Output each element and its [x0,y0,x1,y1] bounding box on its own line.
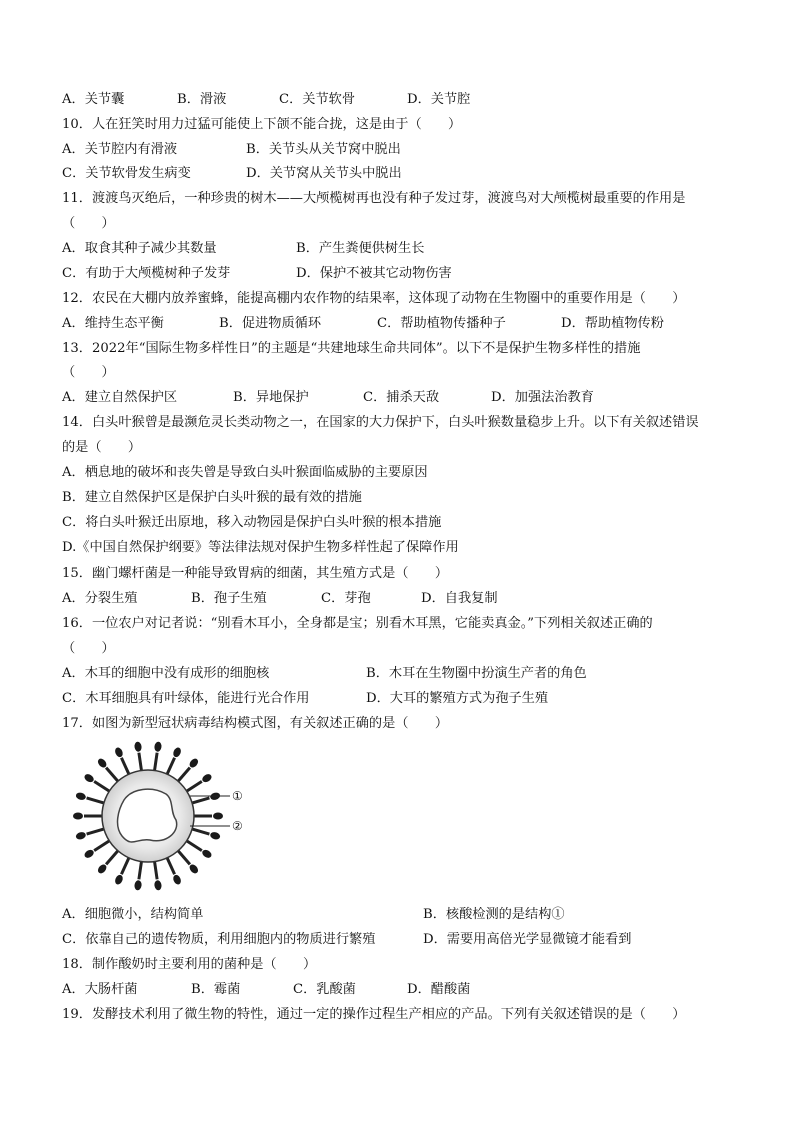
spike-protein-stem [94,781,111,792]
spike-protein-head [96,757,108,769]
spike-protein-stem [185,840,202,851]
spike-protein-head [188,757,200,769]
q14-option-b: B．建立自然保护区是保护白头叶猴的最有效的措施 [62,490,362,505]
q15-option-b: B．孢子生殖 [191,591,267,606]
spike-protein-stem [87,828,106,834]
spike-protein-head [83,773,95,784]
q11-option-d: D．保护不被其它动物伤害 [296,266,452,281]
q18-option-b: B．霉菌 [191,982,241,997]
spike-protein-stem [154,860,157,880]
spike-protein-stem [154,753,157,773]
q9-option-c: C．关节软骨 [279,92,356,107]
spike-protein-head [96,863,108,875]
spike-protein-head [134,880,142,891]
q12-option-a: A．维持生态平衡 [62,316,164,331]
spike-protein-stem [87,798,106,804]
virus-inner-core [118,789,177,842]
spike-protein-stem [190,798,209,804]
q18-option-c: C．乳酸菌 [293,982,356,997]
coronavirus-structure-figure [62,740,262,892]
figure-label-1: ① [232,789,243,803]
q16-option-a: A．木耳的细胞中没有成形的细胞核 [62,666,270,681]
q18-stem: 18．制作酸奶时主要利用的菌种是（ ） [62,957,317,972]
spike-protein-head [73,813,83,820]
spike-protein-head [154,880,162,891]
spike-protein-head [201,773,213,784]
q9-option-d: D．关节腔 [407,92,471,107]
spike-protein-head [188,863,200,875]
q11-option-c: C．有助于大颅榄树种子发芽 [62,266,231,281]
spike-protein-stem [139,753,142,773]
spike-protein-stem [166,856,174,874]
q17-option-a: A．细胞微小，结构简单 [62,907,204,922]
q10-option-a: A．关节腔内有滑液 [62,142,178,157]
q10-option-d: D．关节窝从关节头中脱出 [246,166,402,181]
q14-stem: 14．白头叶猴曾是最濒危灵长类动物之一，在国家的大力保护下，白头叶猴数量稳步上升。以下有关叙述错误 [62,415,699,430]
q10-option-c: C．关节软骨发生病变 [62,166,191,181]
spike-protein-head [75,831,87,841]
figure-label-2: ② [232,819,243,833]
q18-option-a: A．大肠杆菌 [62,982,138,997]
q10-stem: 10．人在狂笑时用力过猛可能使上下颌不能合拢，这是由于（ ） [62,117,462,132]
spike-protein-head [75,792,87,802]
q11-stem: 11．渡渡鸟灭绝后，一种珍贵的树木——大颅榄树再也没有种子发过芽，渡渡鸟对大颅榄树最重要的作用是 [62,191,686,206]
q17-option-d: D．需要用高倍光学显微镜才能看到 [423,932,632,947]
spike-protein-head [201,848,213,859]
spike-protein-head [134,741,142,752]
q18-option-d: D．醋酸菌 [407,982,471,997]
spike-protein-stem [121,856,129,874]
spike-protein-head [114,746,125,758]
q15-option-d: D．自我复制 [421,591,498,606]
spike-protein-stem [94,840,111,851]
spike-protein-head [154,741,162,752]
q13-option-c: C．捕杀天敌 [363,390,440,405]
q13-option-b: B．异地保护 [233,390,309,405]
q16-stem-cont: （ ） [62,641,115,656]
q17-option-b: B．核酸检测的是结构① [423,907,565,922]
spike-protein-head [172,746,183,758]
spike-protein-head [213,813,223,820]
spike-protein-stem [166,758,174,776]
q13-stem-cont: （ ） [62,365,115,380]
q13-stem: 13．2022年“国际生物多样性日”的主题是“共建地球生命共同体”。以下不是保护生物多样性的措施 [62,341,641,356]
q9-option-b: B．滑液 [177,92,227,107]
q12-stem: 12．农民在大棚内放养蜜蜂，能提高棚内农作物的结果率，这体现了动物在生物圈中的重要作用是（ ） [62,291,686,306]
q16-option-d: D．大耳的繁殖方式为孢子生殖 [366,691,549,706]
q17-stem: 17．如图为新型冠状病毒结构模式图，有关叙述正确的是（ ） [62,716,449,731]
q12-option-b: B．促进物质循环 [219,316,322,331]
q16-option-b: B．木耳在生物圈中扮演生产者的角色 [366,666,587,681]
spike-protein-stem [190,828,209,834]
q16-stem: 16．一位农户对记者说：“别看木耳小，全身都是宝；别看木耳黑，它能卖真金。”下列相关叙述正确的 [62,616,653,631]
q13-option-a: A．建立自然保护区 [62,390,178,405]
q15-option-c: C．芽孢 [321,591,371,606]
q19-stem: 19．发酵技术利用了微生物的特性，通过一定的操作过程生产相应的产品。下列有关叙述错误的是（ ） [62,1007,686,1022]
spike-protein-stem [106,768,119,783]
spike-protein-stem [121,758,129,776]
spike-protein-head [209,831,221,841]
spike-protein-head [83,848,95,859]
q12-option-d: D．帮助植物传粉 [561,316,664,331]
q15-option-a: A．分裂生殖 [62,591,138,606]
q12-option-c: C．帮助植物传播种子 [377,316,506,331]
q14-option-a: A．栖息地的破坏和丧失曾是导致白头叶猴面临威胁的主要原因 [62,465,428,480]
q16-option-c: C．木耳细胞具有叶绿体，能进行光合作用 [62,691,310,706]
spike-protein-stem [177,768,190,783]
spike-protein-stem [177,849,190,864]
q11-option-b: B．产生粪便供树生长 [296,241,425,256]
spike-protein-stem [106,849,119,864]
q9-option-a: A．关节囊 [62,92,125,107]
spike-protein-head [172,874,183,886]
q11-option-a: A．取食其种子减少其数量 [62,241,217,256]
spike-protein-stem [185,781,202,792]
q15-stem: 15．幽门螺杆菌是一种能导致胃病的细菌，其生殖方式是（ ） [62,566,449,581]
q14-stem-cont: 的是（ ） [62,440,142,455]
q14-option-c: C．将白头叶猴迁出原地，移入动物园是保护白头叶猴的根本措施 [62,515,442,530]
q13-option-d: D．加强法治教育 [491,390,594,405]
spike-protein-stem [139,860,142,880]
q17-option-c: C．依靠自己的遗传物质，利用细胞内的物质进行繁殖 [62,932,376,947]
q14-option-d: D.《中国自然保护纲要》等法律法规对保护生物多样性起了保障作用 [62,540,459,555]
q10-option-b: B．关节头从关节窝中脱出 [246,142,401,157]
spike-protein-head [114,874,125,886]
q11-stem-cont: （ ） [62,216,115,231]
